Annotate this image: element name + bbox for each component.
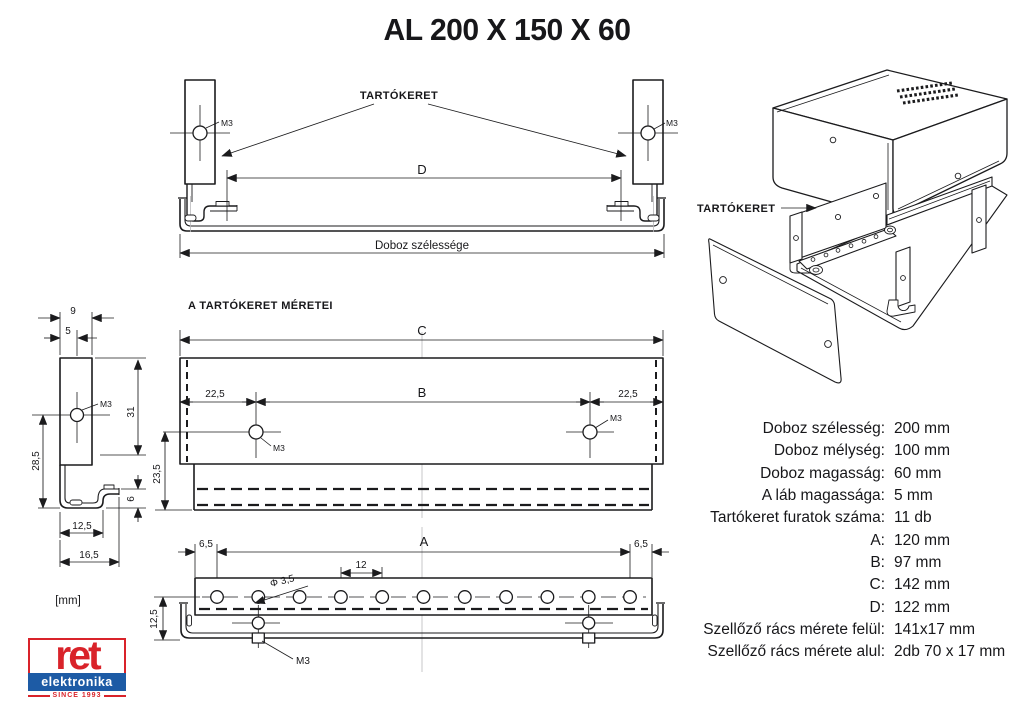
frame-dimension-view (148, 294, 693, 524)
spec-table (653, 418, 1023, 663)
m3-callout (262, 641, 310, 667)
spec-value: 141x17 mm (894, 620, 975, 638)
spec-label: C: (869, 576, 885, 594)
dim-b-label: B (417, 385, 427, 400)
foot-profile (60, 465, 119, 508)
dim-5-label: 5 (65, 326, 71, 337)
bottom-rail-view (148, 523, 693, 675)
dim-28-5-label: 28,5 (31, 451, 42, 471)
spec-value: 60 mm (894, 464, 942, 482)
right-m3-hole (618, 105, 678, 161)
m3-label: M3 (221, 118, 233, 128)
spec-value: 5 mm (894, 487, 933, 505)
far-bracket-3d (972, 185, 986, 253)
dim-a-label: A (419, 534, 429, 549)
dim-d-label: D (417, 162, 427, 177)
dim-23-5-label: 23,5 (152, 464, 163, 484)
spec-row (653, 485, 1023, 507)
hole-dia-label: Φ 3,5 (269, 573, 296, 590)
dim-12-5-label: 12,5 (149, 609, 160, 629)
spec-row (653, 619, 1023, 641)
spec-value: 120 mm (894, 531, 950, 549)
spec-label: Doboz szélesség: (762, 420, 885, 438)
spec-row (653, 463, 1023, 485)
dim-12-label: 12 (355, 560, 367, 571)
spec-value: 122 mm (894, 598, 950, 616)
logo-subtitle: elektronika (28, 673, 126, 691)
dimension-12-5 (149, 597, 200, 640)
spec-row (653, 574, 1023, 596)
spec-value: 142 mm (894, 576, 950, 594)
frame-plate (180, 358, 663, 464)
spec-label: Doboz magasság: (760, 464, 885, 482)
spec-row (653, 507, 1023, 529)
spec-value: 200 mm (894, 420, 950, 438)
m3-label: M3 (610, 413, 622, 423)
m3-label: M3 (666, 118, 678, 128)
dimension-5 (44, 326, 97, 356)
logo-since: SINCE 1993 (28, 692, 126, 699)
spec-row (653, 596, 1023, 618)
dim-22-5-right-label: 22,5 (618, 389, 638, 400)
iso-exploded-view (688, 58, 1024, 454)
spec-label: B: (870, 553, 885, 571)
frame-view-heading: A TARTÓKERET MÉRETEI (188, 300, 333, 312)
spec-value: 2db 70 x 17 mm (894, 643, 1006, 661)
box-width-label: Doboz szélessége (375, 240, 469, 252)
bracket-foot-left (185, 184, 237, 232)
spec-row (653, 552, 1023, 574)
dim-31-label: 31 (126, 406, 137, 418)
spec-label: A: (870, 531, 885, 549)
top-front-view (150, 66, 695, 266)
page-title: AL 200 X 150 X 60 (383, 12, 631, 47)
dim-22-5-left-label: 22,5 (205, 389, 225, 400)
bracket-foot-right (607, 184, 659, 232)
spec-label: A láb magassága: (761, 487, 885, 505)
m3-label: M3 (100, 399, 112, 409)
dim-16-5-label: 16,5 (79, 550, 99, 561)
spec-row (653, 529, 1023, 551)
spec-row (653, 641, 1023, 663)
spec-label: Szellőző rács mérete alul: (707, 643, 885, 661)
dim-6-label: 6 (126, 496, 137, 502)
channel-profile (178, 198, 666, 231)
dimension-9 (38, 306, 114, 355)
dimension-c (180, 323, 663, 356)
spec-value: 97 mm (894, 553, 942, 571)
dim-9-label: 9 (70, 306, 76, 317)
spec-value: 100 mm (894, 442, 950, 460)
dimension-d (227, 162, 621, 221)
spec-label: D: (869, 598, 885, 616)
dim-c-label: C (417, 323, 427, 338)
m3-label: M3 (273, 443, 285, 453)
dim-12-5-label: 12,5 (72, 521, 92, 532)
dimension-12-5 (60, 510, 103, 538)
spec-label: Tartókeret furatok száma: (710, 509, 885, 527)
tartokeret-label: TARTÓKERET (359, 90, 439, 102)
tartokeret-callout (222, 89, 626, 156)
lower-flange (194, 464, 652, 510)
dim-6-5-left-label: 6,5 (199, 539, 213, 550)
dimension-box-width (180, 234, 664, 258)
spec-value: 11 db (894, 509, 932, 527)
ret-elektronika-logo (28, 638, 126, 699)
spec-row (653, 418, 1023, 440)
units-label: [mm] (55, 595, 81, 607)
logo-wordmark: ret (28, 638, 126, 673)
dimension-28-5 (31, 415, 60, 508)
dimension-6 (106, 475, 146, 522)
spec-row (653, 440, 1023, 462)
dim-6-5-right-label: 6,5 (634, 539, 648, 550)
tartokeret-label: TARTÓKERET (697, 203, 776, 215)
spec-label: Szellőző rács mérete felül: (703, 620, 885, 638)
spec-label: Doboz mélység: (773, 442, 885, 460)
m3-label: M3 (296, 656, 310, 667)
